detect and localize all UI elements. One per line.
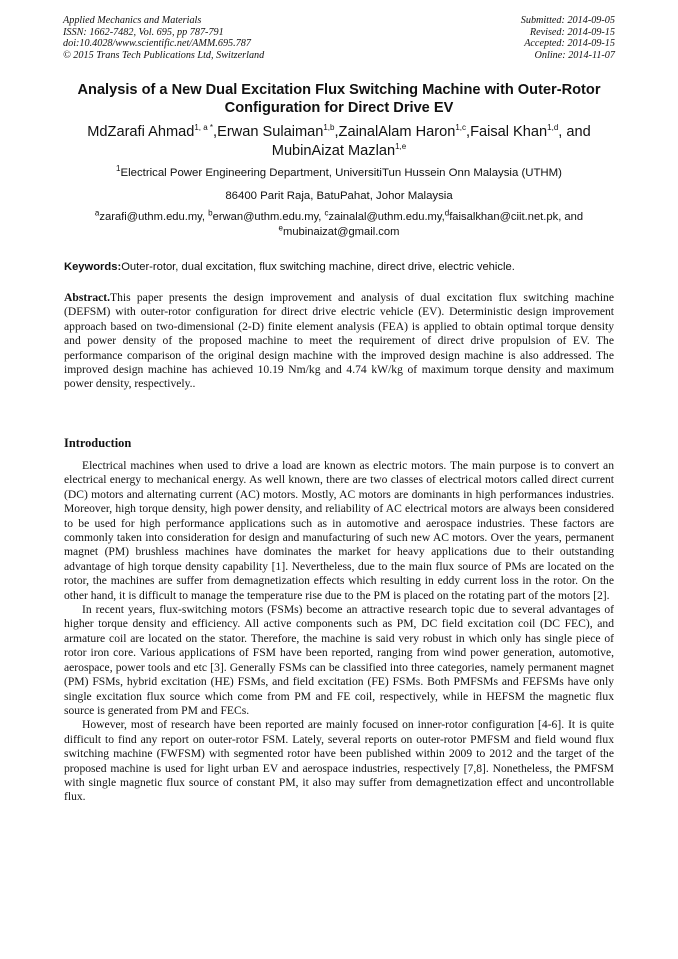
email-link[interactable]: zarafi@uthm.edu.my, <box>99 211 209 223</box>
abstract-text: This paper presents the design improvement and analysis of dual excitation flux switching machine (DEFSM) with outer-rotor configuration for direct drive electric vehicle (EV). Deterministic design improvement approach based on two-dimensional (2-D) finite element analysis (FEA) is applied to obtain optimal torque density and power density of the proposed machine to meet the requirement of direct drive propulsion of EV. The performance comparison of the original design machine with the improved design machine is also addressed. The improved design machine has achieved 10.19 Nm/kg and 4.74 kW/kg of maximum torque density and maximum power density, respectively.. <box>64 291 614 391</box>
abstract <box>64 291 614 392</box>
author-name: ,Faisal Khan <box>466 124 548 140</box>
introduction-body <box>64 459 614 805</box>
email-mark: b <box>208 208 213 218</box>
abstract-label: Abstract. <box>64 291 111 304</box>
author-affiliation-mark: 1,c <box>455 123 467 133</box>
date-accepted: Accepted: 2014-09-15 <box>524 38 615 50</box>
affiliation-address: 86400 Parit Raja, BatuPahat, Johor Malaysia <box>225 190 453 202</box>
journal-info <box>63 15 264 61</box>
keywords-text: Outer-rotor, dual excitation, flux switching machine, direct drive, electric vehicle. <box>121 261 515 273</box>
paragraph: Electrical machines when used to drive a load are known as electric motors. The main purpose is to convert an electrical energy to mechanical energy. As well known, there are two classes of electrical motors called direct current (DC) motors and alternating current (AC) motors. Mostly, AC motors are dominants in high performances industries. Moreover, high torque density, high power density, and reliability of AC electrical motors are always been considered to be used for high performance applications such as in automotive and aerospace industries. These factors are commonly taken into consideration for design and manufacturing of such new AC motors. Over the years, permanent magnet (PM) brushless machines have dominates the market for heavy applications due to their outstanding advantage of high torque density capability [1]. Nevertheless, due to the main flux source of PMs are located on the rotor, the machines are suffer from demagnetization effects which resulting in eddy current loss in the rotor. On the other hand, it is difficult to manage the temperature rise due to the PM is placed on the rotating part of the motors [2]. <box>64 459 614 602</box>
affiliation-mark: 1 <box>116 164 121 174</box>
affiliation-text: Electrical Power Engineering Department, UniversitiTun Hussein Onn Malaysia (UTHM) <box>120 167 562 179</box>
email-mark: c <box>324 208 329 218</box>
submission-dates <box>521 15 615 61</box>
email-mark: a <box>94 208 100 218</box>
author-emails <box>60 210 618 240</box>
author-affiliation-mark: 1,e <box>395 141 407 151</box>
journal-issn: ISSN: 1662-7482, Vol. 695, pp 787-791 <box>63 26 224 38</box>
email-link[interactable]: faisalkhan@ciit.net.pk, and <box>449 211 584 223</box>
section-heading-introduction: Introduction <box>64 436 132 450</box>
journal-doi: doi:10.4028/www.scientific.net/AMM.695.787 <box>63 38 251 50</box>
keywords-label: Keywords: <box>64 261 122 273</box>
date-revised: Revised: 2014-09-15 <box>529 26 615 38</box>
paper-title: Analysis of a New Dual Excitation Flux Switching Machine with Outer-Rotor Configuration for Direct Drive EV <box>77 82 601 116</box>
author-name: ,ZainalAlam Haron <box>334 124 456 140</box>
email-link[interactable]: mubinaizat@gmail.com <box>283 226 400 238</box>
author-name: , and MubinAizat Mazlan <box>271 124 591 159</box>
author-list <box>60 123 618 160</box>
affiliation-department <box>60 166 618 181</box>
author-affiliation-mark: 1, a * <box>194 123 214 133</box>
paragraph: In recent years, flux-switching motors (FSMs) become an attractive research topic due to several advantages of higher torque density and efficiency. All active components such as PM, DC field excitation coil (DC FEC), and armature coil are located on the stator. Therefore, the machine is said very robust in which only has single piece of rotor iron core. Various applications of FSM have been reported, ranging from wind power generation, automotive, aerospace, power tools and etc [3]. Generally FSMs can be classified into three categories, namely permanent magnet (PM) FSMs, hybrid excitation (HE) FSMs, and field excitation (FE) FSMs. Both PMFSMs and FEFSMs have only single excitation flux source which come from PM and FE coil, respectively, while in HEFSM the magnetic flux source is generated from PM and FECs. <box>64 603 614 717</box>
paragraph: However, most of research have been reported are mainly focused on inner-rotor configuration [4-6]. It is quite difficult to find any report on outer-rotor FSM. Lately, several reports on outer-rotor PMFSM and field wound flux switching machine (FWFSM) with segmented rotor have been published within 2009 to 2012 and the target of the proposed machine is used for light urban EV and aerospace industries, respectively [7,8]. Nonetheless, the PMFSM with single magnetic flux source of constant PM, it also may suffer from demagnetization effect and uncontrollable flux. <box>64 718 614 804</box>
author-affiliation-mark: 1,d <box>547 123 559 133</box>
email-mark: d <box>444 208 450 218</box>
email-link[interactable]: erwan@uthm.edu.my, <box>212 211 325 223</box>
date-online: Online: 2014-11-07 <box>534 49 615 61</box>
email-mark: e <box>278 223 283 233</box>
author-name: ,Erwan Sulaiman <box>213 124 324 140</box>
date-submitted: Submitted: 2014-09-05 <box>520 15 615 26</box>
journal-copyright: © 2015 Trans Tech Publications Ltd, Switzerland <box>63 49 265 61</box>
journal-name: Applied Mechanics and Materials <box>63 15 202 26</box>
email-link[interactable]: zainalal@uthm.edu.my, <box>328 211 445 223</box>
keywords <box>64 260 614 274</box>
author-affiliation-mark: 1,b <box>323 123 335 133</box>
author-name: MdZarafi Ahmad <box>87 124 195 140</box>
